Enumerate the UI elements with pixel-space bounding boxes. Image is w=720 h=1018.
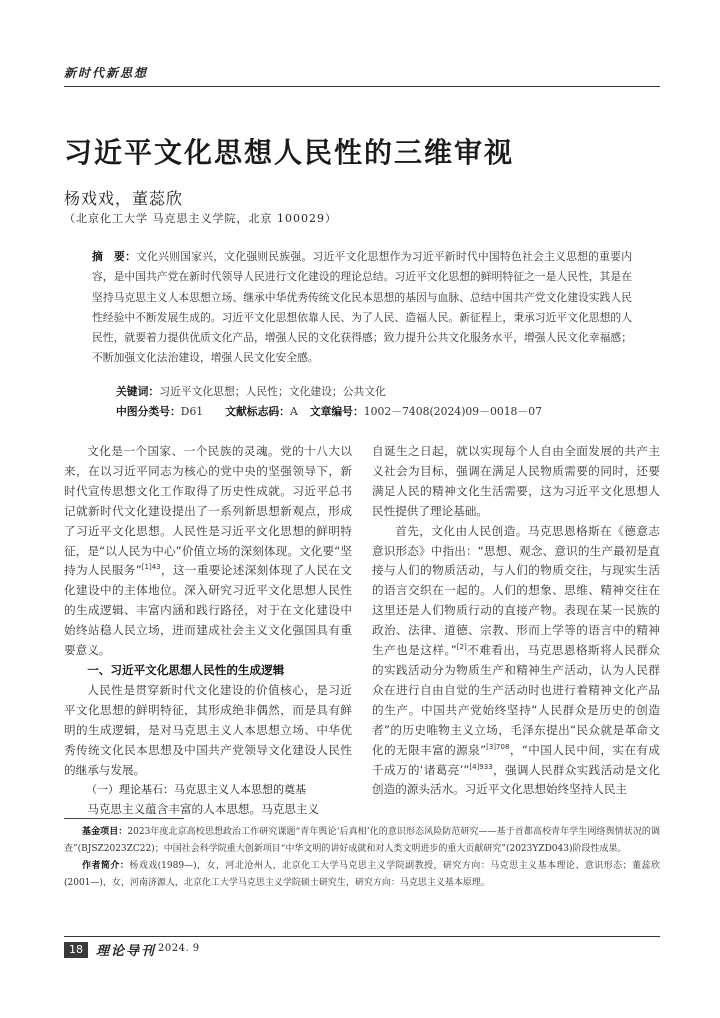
paragraph: 人民性是贯穿新时代文化建设的价值核心，是习近平文化思想的鲜明特征，其形成绝非偶然，而是具有鲜明的生成逻辑，是对马克思主义人本思想立场、中华优秀传统文化民本思想及中国共产党领导文化建设人民性的继承与发展。: [64, 682, 352, 777]
subsection-heading: （一）理论基石：马克思主义人本思想的奠基: [86, 783, 306, 797]
article-authors: 杨戏戏，董蕊欣: [64, 189, 184, 208]
article-no-label: 文章编号：: [309, 405, 364, 418]
article-no-value: 1002－7408(2024)09－0018－07: [363, 405, 542, 418]
doc-code-label: 文献标志码：: [225, 405, 290, 418]
keywords: [116, 384, 386, 399]
fund-note: 基金项目：2023年度北京高校思想政治工作研究课题“青年舆论‘后真相’化的意识形态风险防范研究——基于首都高校青年学生网络舆情状况的调查”(BJSZ2023ZC22)；中国社会科学院重大创新项目“中华文明的讲好成就和对人类文明进步的重大贡献研究”(2023YZD043)阶段性成果。: [64, 827, 660, 854]
footnote-rule: [64, 818, 184, 819]
footnotes: [64, 824, 660, 892]
keywords-label: 关键词：: [116, 385, 160, 398]
citation: [3]708: [486, 742, 510, 751]
header-rule: [64, 86, 660, 87]
citation: [1]43: [141, 563, 161, 572]
classification-line: [116, 404, 542, 419]
journal-issue: 2024. 9: [158, 943, 200, 954]
journal-name: 理论导刊: [96, 944, 157, 959]
abstract: [92, 247, 632, 369]
clc-label: 中图分类号：: [116, 405, 181, 418]
article-title: 习近平文化思想人民性的三维审视: [64, 136, 515, 169]
paragraph: 马克思主义蕴含丰富的人本思想。马克思主义: [87, 802, 320, 817]
author-note: 作者简介：杨戏戏(1989—)，女，河北沧州人，北京化工大学马克思主义学院副教授，研究方向：马克思主义基本理论、意识形态；董蕊欣(2001—)，女，河南济源人，北京化工大学马克思主义学院硕士研究生，研究方向：马克思主义基本原理。: [64, 861, 660, 888]
paragraph: 自诞生之日起，就以实现每个人自由全面发展的共产主义社会为目标，强调在满足人民物质需要的同时，还要满足人民的精神文化生活需要，这为习近平文化思想人民性提供了理论基础。: [372, 444, 660, 518]
doc-code-value: A: [289, 405, 298, 418]
clc-value: D61: [180, 405, 204, 418]
article-affiliation: （北京化工大学 马克思主义学院，北京 100029）: [64, 212, 337, 225]
body-column-left: [64, 442, 352, 820]
page-number: 18: [64, 942, 88, 958]
keywords-text: 习近平文化思想；人民性；文化建设；公共文化: [159, 385, 386, 398]
section-heading: 一、习近平文化思想人民性的生成逻辑: [87, 662, 285, 677]
paragraph: 文化是一个国家、一个民族的灵魂。党的十八大以来，在以习近平同志为核心的党中央的坚强领导下，新时代宣传思想文化工作取得了历史性成就。习近平总书记就新时代文化建设提出了一系列新思想新观点，形成了习近平文化思想。人民性是习近平文化思想的鲜明特征，是“以人民为中心”价值立场的深刻体现。文化要“坚持为人民服务”$^{[1]43}$，这一重要论述深刻体现了人民在文化建设中的主体地位。深入研究习近平文化思想人民性的生成逻辑、丰富内涵和践行路径，对于在文化建设中始终站稳人民立场，进而建成社会主义文化强国具有重要意义。: [64, 444, 352, 658]
citation: [2]: [456, 643, 467, 652]
paragraph: 首先，文化由人民创造。马克思恩格斯在《德意志意识形态》中指出：“思想、观念、意识的生产最初是直接与人们的物质活动，与人们的物质交往，与现实生活的语言交织在一起的。人们的想象、思维、精神交往在这里还是人们物质行动的直接产物。表现在某一民族的政治、法律、道德、宗教、形而上学等的语言中的精神生产也是这样。”[2]不难看出，马克思恩格斯将人民群众的实践活动分为物质生产和精神生产活动，认为人民群众在进行自由自觉的生产活动时也进行着精神文化产品的生产。中国共产党始终坚持“人民群众是历史的创造者”的历史唯物主义立场，毛泽东提出“民众就是革命文化的无限丰富的源泉”$^{[3]708}$，“中国人民中间，实在有成千成万的‘诸葛亮’”$^{[4]933}$，强调人民群众实践活动是文化创造的源头活水。习近平文化思想始终坚持人民主: [372, 523, 660, 797]
body-column-right: [372, 442, 660, 800]
citation: [4]933: [469, 762, 493, 771]
running-head: 新时代新思想: [64, 66, 149, 80]
abstract-text: 文化兴则国家兴，文化强则民族强。习近平文化思想作为习近平新时代中国特色社会主义思想的重要内容，是中国共产党在新时代领导人民进行文化建设的理论总结。习近平文化思想的鲜明特征之一是人民性，其是在坚持马克思主义人本思想立场、继承中华优秀传统文化民本思想的基因与血脉、总结中国共产党文化建设实践人民性经验中不断发展生成的。习近平文化思想依靠人民、为了人民、造福人民。新征程上，秉承习近平文化思想的人民性，就要着力提供优质文化产品，增强人民的文化获得感；致力提升公共文化服务水平，增强人民文化幸福感；不断加强文化法治建设，增强人民文化安全感。: [92, 250, 633, 365]
abstract-label: 摘 要：: [92, 250, 137, 263]
footer-rule: [64, 936, 660, 937]
